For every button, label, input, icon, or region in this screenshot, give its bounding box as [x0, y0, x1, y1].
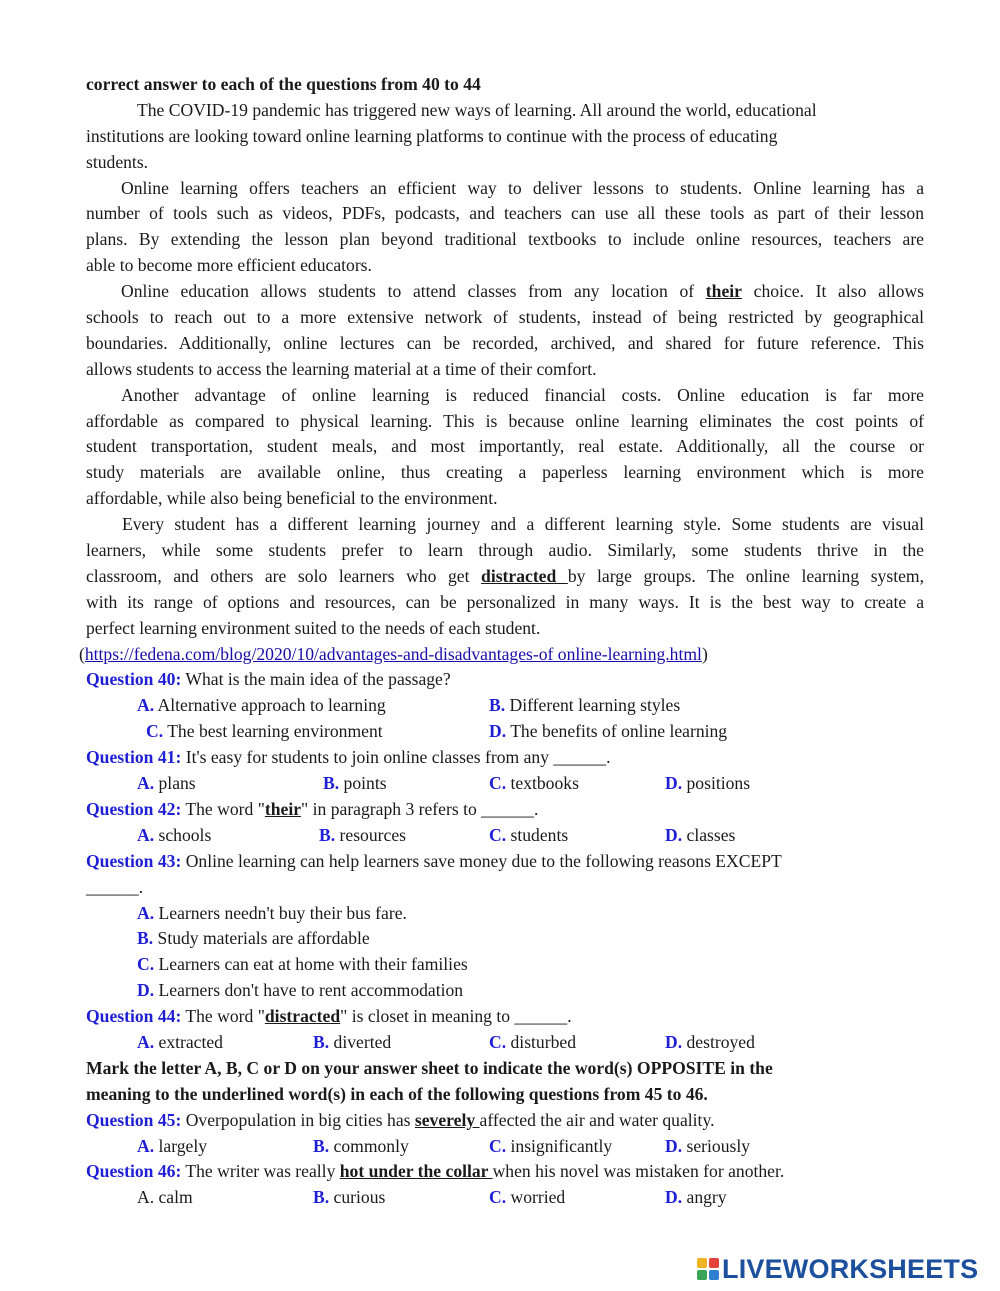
- passage-line: able to become more efficient educators.: [86, 255, 372, 276]
- option-c[interactable]: C. students: [489, 824, 569, 845]
- question-text: What is the main idea of the passage?: [181, 669, 451, 690]
- option-a[interactable]: A. largely: [137, 1135, 208, 1156]
- option-a[interactable]: A. schools: [137, 824, 212, 845]
- option-b[interactable]: B. commonly: [313, 1135, 409, 1156]
- passage-line: plans. By extending the lesson plan beyond traditional textbooks to include online resources, teachers are: [86, 229, 924, 250]
- passage-line: affordable as compared to physical learning. This is because online learning eliminates the cost points of: [86, 410, 924, 431]
- paren: ): [701, 643, 708, 664]
- question-46: Question 46: The writer was really hot under the collar when his novel was mistaken for another.: [86, 1161, 785, 1182]
- option-d[interactable]: D. positions: [665, 773, 751, 794]
- underlined-word: distracted: [264, 1006, 341, 1027]
- options-row: [86, 823, 924, 849]
- option-b[interactable]: B. resources: [319, 824, 406, 845]
- options-row: [86, 719, 924, 745]
- passage-text: choice. It also allows: [753, 281, 924, 302]
- passage-line: students.: [86, 151, 149, 172]
- source-link[interactable]: https://fedena.com/blog/2020/10/advantages-and-disadvantages-of online-learning.html: [84, 643, 702, 664]
- option-d[interactable]: D. classes: [665, 824, 736, 845]
- instruction-line: meaning to the underlined word(s) in each of the following questions from 45 to 46.: [86, 1083, 708, 1104]
- question-label: Question 40:: [86, 669, 182, 690]
- option-c[interactable]: C. textbooks: [489, 773, 579, 794]
- answer-blank: ______.: [86, 876, 144, 897]
- passage-line: boundaries. Additionally, online lectures can be recorded, archived, and shared for future reference. This: [86, 332, 924, 353]
- passage-line: Every student has a different learning journey and a different learning style. Some students are visual: [122, 514, 924, 535]
- question-text: It's easy for students to join online classes from any ______.: [181, 747, 611, 768]
- underlined-word: hot under the collar: [339, 1161, 493, 1182]
- option-d[interactable]: D. Learners don't have to rent accommodation: [137, 980, 464, 1001]
- question-44: Question 44: The word "distracted" is closet in meaning to ______.: [86, 1006, 572, 1027]
- passage-line: affordable, while also being beneficial to the environment.: [86, 488, 498, 509]
- question-label: Question 44:: [86, 1006, 182, 1027]
- question-45: Question 45: Overpopulation in big cities has severely affected the air and water quality.: [86, 1109, 715, 1130]
- question-43: [86, 849, 924, 875]
- option-b[interactable]: B. points: [323, 773, 387, 794]
- passage-text: classroom, and others are solo learners who get: [86, 565, 470, 586]
- options-row: [86, 693, 924, 719]
- options-row: [86, 1030, 924, 1056]
- underlined-word: severely: [414, 1109, 480, 1130]
- option-c[interactable]: C. disturbed: [489, 1031, 576, 1052]
- passage-line: perfect learning environment suited to the needs of each student.: [86, 617, 541, 638]
- question-text: Online learning can help learners save money due to the following reasons EXCEPT: [181, 850, 782, 871]
- question-label: Question 46:: [86, 1161, 182, 1182]
- options-row: [86, 1185, 924, 1211]
- passage-line: study materials are available online, thus creating a paperless learning environment which is more: [86, 462, 924, 483]
- question-41: [86, 745, 924, 771]
- passage-line: schools to reach out to a more extensive network of students, instead of being restricted by geographical: [86, 307, 924, 328]
- underlined-word-distracted: distracted: [481, 565, 568, 586]
- option-d[interactable]: D. seriously: [665, 1135, 751, 1156]
- option-b[interactable]: B. Study materials are affordable: [137, 928, 370, 949]
- option-b[interactable]: B. curious: [313, 1187, 386, 1208]
- instruction-line: Mark the letter A, B, C or D on your answer sheet to indicate the word(s) OPPOSITE in the: [86, 1057, 773, 1078]
- liveworksheets-logo[interactable]: [697, 1254, 978, 1284]
- passage-line: with its range of options and resources, can be personalized in many ways. It is the best way to create a: [86, 591, 924, 612]
- passage-line: institutions are looking toward online learning platforms to continue with the process of educating: [86, 125, 778, 146]
- underlined-word-their: their: [705, 281, 742, 302]
- option-d[interactable]: D. destroyed: [665, 1031, 755, 1052]
- passage-text: Online education allows students to attend classes from any location of: [121, 281, 695, 302]
- passage-line: allows students to access the learning material at a time of their comfort.: [86, 358, 597, 379]
- worksheet-page: [79, 72, 924, 1211]
- options-row: [86, 771, 924, 797]
- option-a[interactable]: A. calm: [137, 1187, 193, 1208]
- option-c[interactable]: C. The best learning environment: [146, 721, 383, 742]
- option-a[interactable]: A. plans: [137, 773, 196, 794]
- question-label: Question 42:: [86, 798, 182, 819]
- option-a[interactable]: A. Alternative approach to learning: [137, 695, 386, 716]
- section-heading: correct answer to each of the questions from 40 to 44: [86, 74, 481, 94]
- passage-line: The COVID-19 pandemic has triggered new ways of learning. All around the world, educational: [137, 99, 817, 120]
- logo-icon: [697, 1258, 719, 1280]
- option-c[interactable]: C. worried: [489, 1187, 566, 1208]
- underlined-word: their: [264, 798, 302, 819]
- option-b[interactable]: B. diverted: [313, 1031, 392, 1052]
- option-c[interactable]: C. Learners can eat at home with their families: [137, 954, 468, 975]
- option-b[interactable]: B. Different learning styles: [489, 695, 681, 716]
- logo-text: LIVEWORKSHEETS: [722, 1253, 979, 1284]
- passage-line: student transportation, student meals, and most importantly, real estate. Additionally, all the course or: [86, 436, 924, 457]
- passage-line: [86, 279, 924, 305]
- question-label: Question 41:: [86, 747, 182, 768]
- paren: (: [79, 643, 85, 664]
- passage-line: learners, while some students prefer to learn through audio. Similarly, some students thrive in the: [86, 540, 924, 561]
- options-row: [86, 1134, 924, 1160]
- passage-line: number of tools such as videos, PDFs, podcasts, and teachers can use all these tools as part of their lesson: [86, 203, 924, 224]
- question-40: [86, 667, 924, 693]
- option-a[interactable]: A. Learners needn't buy their bus fare.: [137, 902, 407, 923]
- question-label: Question 45:: [86, 1109, 182, 1130]
- passage-line: Another advantage of online learning is reduced financial costs. Online education is far more: [121, 384, 924, 405]
- passage-line: Online learning offers teachers an efficient way to deliver lessons to students. Online learning has a: [121, 177, 924, 198]
- question-label: Question 43:: [86, 850, 182, 871]
- source-citation: [79, 642, 924, 668]
- passage-line: [86, 564, 924, 590]
- option-d[interactable]: D. The benefits of online learning: [489, 721, 728, 742]
- question-42: Question 42: The word "their" in paragraph 3 refers to ______.: [86, 798, 539, 819]
- passage-text: by large groups. The online learning system,: [567, 565, 924, 586]
- option-d[interactable]: D. angry: [665, 1187, 727, 1208]
- option-a[interactable]: A. extracted: [137, 1031, 223, 1052]
- option-c[interactable]: C. insignificantly: [489, 1135, 613, 1156]
